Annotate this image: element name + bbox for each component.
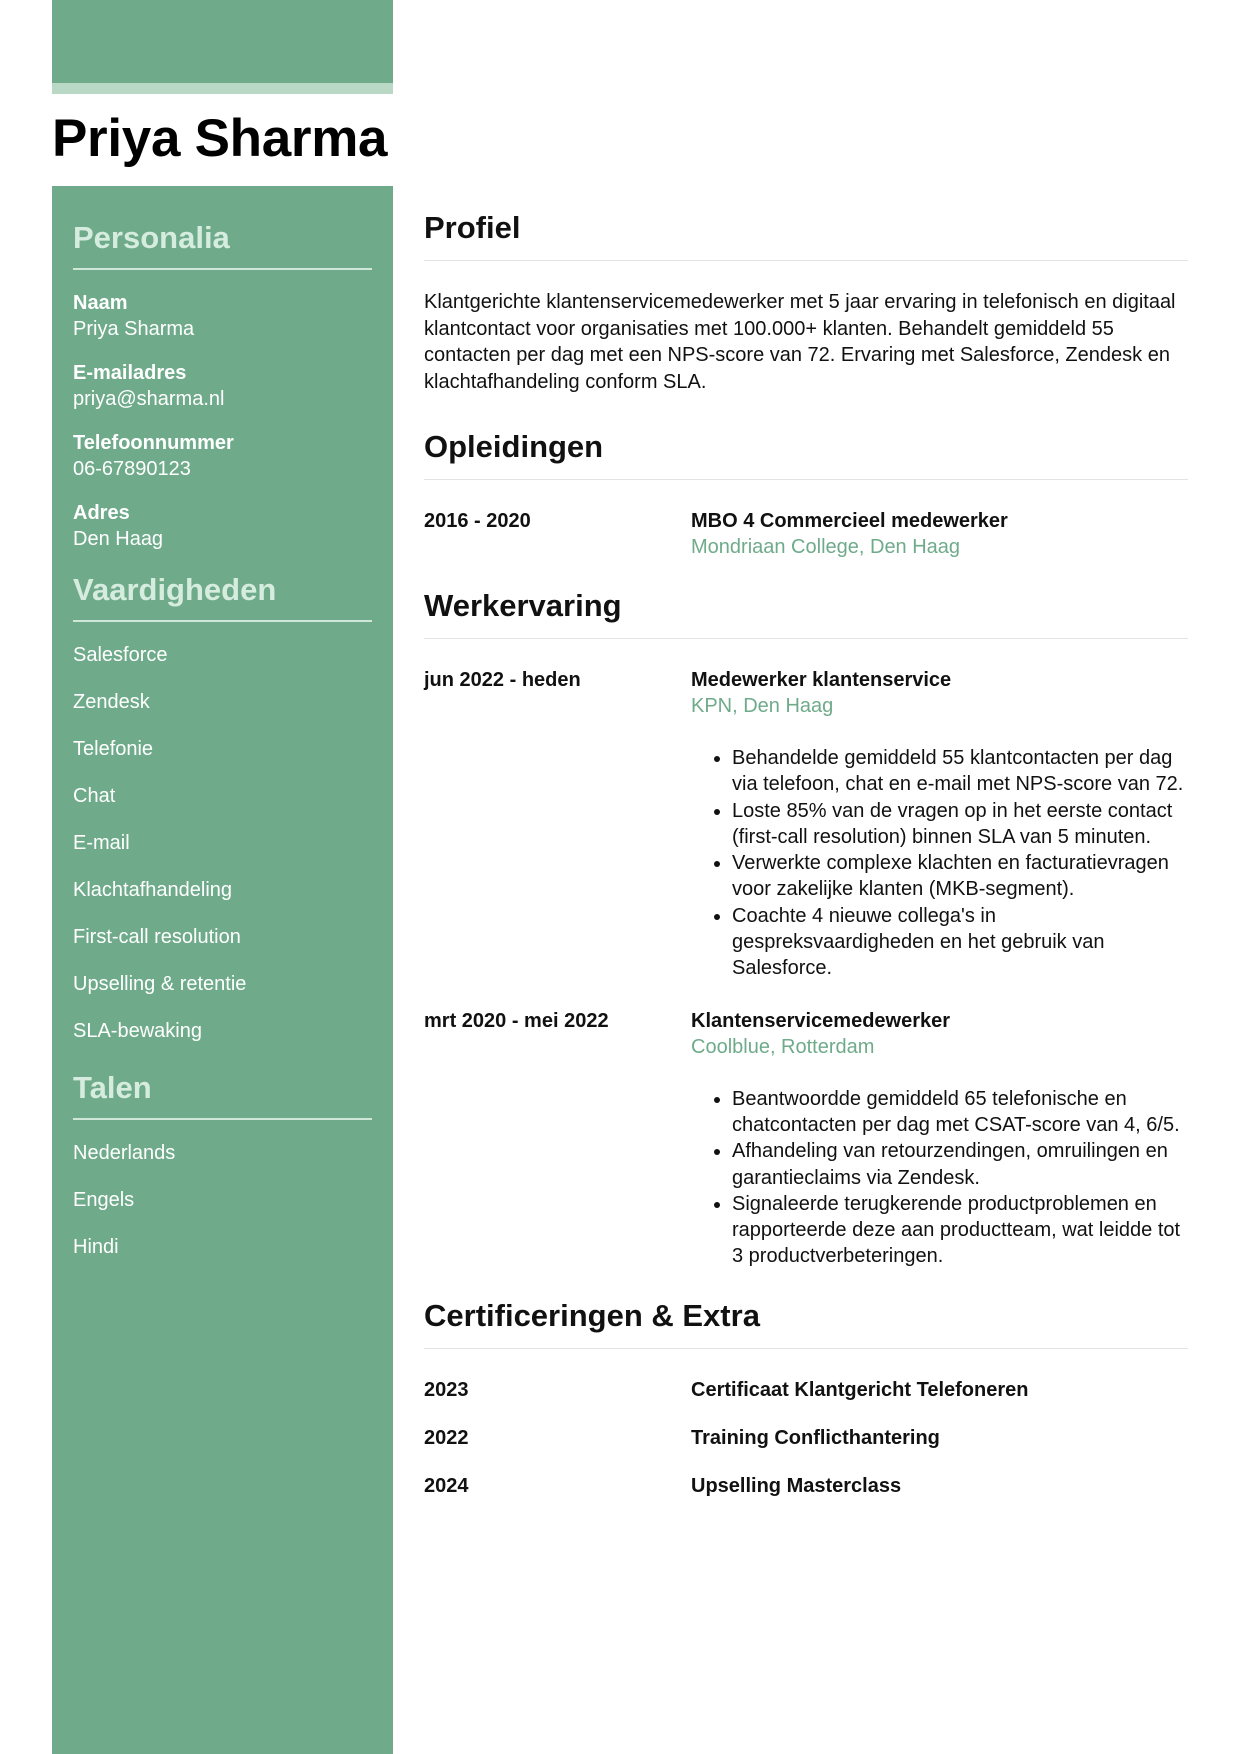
experience-bullet: • Coachte 4 nieuwe collega's in gespreksvaardigheden en het gebruik van Salesforce. (732, 903, 1188, 982)
field-label: Naam (73, 292, 128, 314)
skills-list (73, 642, 372, 1044)
languages-heading: Talen (73, 1070, 152, 1105)
experience-list (424, 667, 1188, 1270)
certification-entry (424, 1473, 1188, 1499)
language-item: Hindi (73, 1236, 119, 1258)
experience-bullets (691, 745, 1188, 982)
languages-divider (73, 1118, 372, 1120)
sidebar (52, 186, 393, 1754)
experience-date: jun 2022 - heden (424, 669, 581, 691)
personal-field (73, 500, 372, 552)
personal-field (73, 290, 372, 342)
experience-bullet: • Loste 85% van de vragen op in het eerste contact (first-call resolution) binnen SLA van 5 minuten. (732, 798, 1188, 851)
certification-year: 2024 (424, 1474, 469, 1497)
experience-title: Medewerker klantenservice (691, 669, 952, 691)
skill-item: Upselling & retentie (73, 973, 247, 995)
experience-bullet: • Afhandeling van retourzendingen, omruilingen en garantieclaims via Zendesk. (732, 1138, 1188, 1191)
experience-entry (424, 667, 1188, 982)
skills-divider (73, 620, 372, 622)
certification-title: Upselling Masterclass (691, 1474, 902, 1497)
languages-list (73, 1140, 372, 1260)
experience-company: KPN, Den Haag (691, 695, 834, 717)
experience-title: Klantenservicemedewerker (691, 1009, 951, 1032)
experience-entry (424, 1008, 1188, 1270)
education-divider (424, 479, 1188, 480)
personal-divider (73, 268, 372, 270)
certification-title: Training Conflicthantering (691, 1426, 940, 1449)
skill-item: Zendesk (73, 691, 150, 713)
field-value: priya@sharma.nl (73, 388, 225, 410)
experience-heading: Werkervaring (424, 588, 622, 623)
certifications-divider (424, 1348, 1188, 1349)
main-content (424, 208, 1188, 1521)
experience-bullet: • Behandelde gemiddeld 55 klantcontacten per dag via telefoon, chat en e-mail met NPS-score van 72. (732, 745, 1188, 798)
experience-bullet: • Signaleerde terugkerende productproblemen en rapporteerde deze aan productteam, wat leidde tot 3 productverbeteringen. (732, 1191, 1188, 1270)
language-item: Engels (73, 1189, 135, 1211)
skill-item: First-call resolution (73, 926, 241, 948)
skill-item: Telefonie (73, 738, 154, 760)
field-value: 06-67890123 (73, 458, 191, 480)
sidebar-header-block (52, 0, 393, 83)
experience-body (691, 1008, 1188, 1270)
skill-item: Chat (73, 785, 116, 807)
personal-field (73, 360, 372, 412)
experience-bullet: • Verwerkte complexe klachten en facturatievragen voor zakelijke klanten (MKB-segment). (732, 850, 1188, 903)
experience-bullets (691, 1086, 1188, 1270)
education-title: MBO 4 Commercieel medewerker (691, 510, 1008, 532)
education-entry (424, 508, 1188, 560)
certifications-list (424, 1377, 1188, 1499)
experience-bullet: • Beantwoordde gemiddeld 65 telefonische en chatcontacten per dag met CSAT-score van 4, 6/5. (732, 1086, 1188, 1139)
personal-heading: Personalia (73, 220, 230, 255)
certification-year: 2022 (424, 1426, 469, 1449)
certification-title: Certificaat Klantgericht Telefoneren (691, 1378, 1029, 1401)
experience-body (691, 667, 1188, 982)
experience-company: Coolblue, Rotterdam (691, 1035, 875, 1058)
certification-year: 2023 (424, 1378, 469, 1401)
field-label: Telefoonnummer (73, 432, 234, 454)
education-body (691, 508, 1188, 560)
experience-date: mrt 2020 - mei 2022 (424, 1009, 609, 1032)
education-heading: Opleidingen (424, 429, 604, 464)
skill-item: Salesforce (73, 644, 168, 666)
personal-field (73, 430, 372, 482)
education-list (424, 508, 1188, 560)
experience-divider (424, 638, 1188, 639)
profile-divider (424, 260, 1188, 261)
sidebar-header-stripe (52, 83, 393, 94)
skill-item: SLA-bewaking (73, 1020, 202, 1042)
field-value: Den Haag (73, 528, 164, 550)
profile-text: Klantgerichte klantenservicemedewerker met 5 jaar ervaring in telefonisch en digitaal klantcontact voor organisaties met 100.000+ klanten. Behandelt gemiddeld 55 contacten per dag met een NPS-score van 72. Ervaring met Salesforce, Zendesk en klachtafhandeling conform SLA. (424, 291, 1176, 393)
education-institution: Mondriaan College, Den Haag (691, 536, 961, 558)
certification-entry (424, 1425, 1188, 1451)
skills-heading: Vaardigheden (73, 572, 277, 607)
certifications-heading: Certificeringen & Extra (424, 1297, 760, 1333)
language-item: Nederlands (73, 1142, 176, 1164)
skill-item: E-mail (73, 832, 130, 854)
education-date: 2016 - 2020 (424, 510, 531, 532)
personal-fields (73, 290, 372, 552)
field-value: Priya Sharma (73, 318, 195, 340)
certification-entry (424, 1377, 1188, 1403)
candidate-name: Priya Sharma (52, 109, 388, 168)
field-label: E-mailadres (73, 362, 187, 384)
skill-item: Klachtafhandeling (73, 879, 233, 901)
profile-heading: Profiel (424, 210, 521, 245)
field-label: Adres (73, 502, 130, 524)
